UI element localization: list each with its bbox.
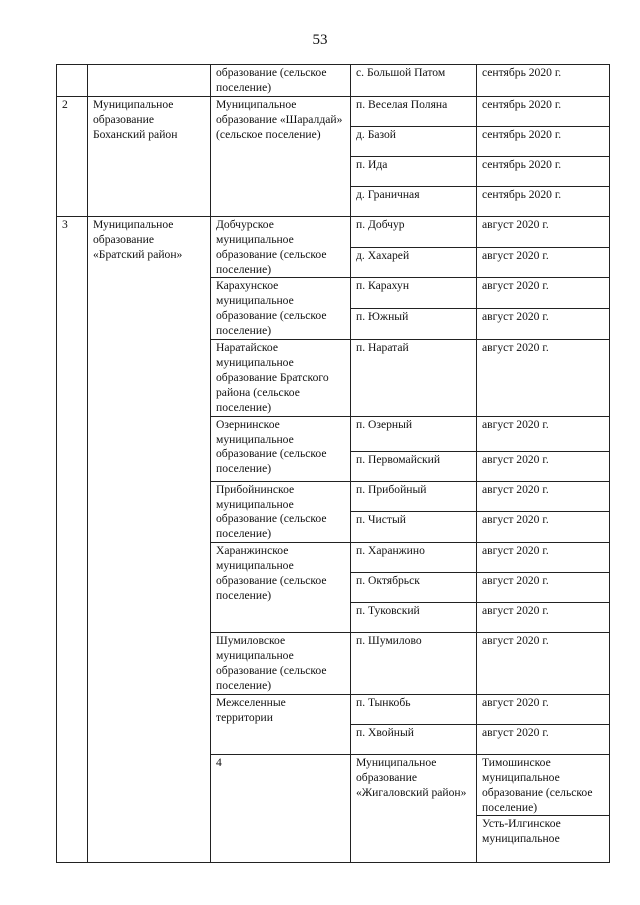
date-cell: август 2020 г. (477, 633, 610, 695)
settlement-cell: д. Граничная (351, 186, 477, 216)
municipality-cell: Межселенные территории (211, 694, 351, 754)
settlement-cell: п. Карахун (351, 278, 477, 309)
settlement-cell: д. Базой (351, 126, 477, 156)
municipality-cell: Муниципальное образование «Шаралдай» (сельское поселение) (211, 96, 351, 216)
date-cell: август 2020 г. (477, 340, 610, 417)
date-cell: август 2020 г. (477, 309, 610, 340)
table-row (57, 216, 610, 247)
settlement-cell: п. Веселая Поляна (351, 96, 477, 126)
date-cell: август 2020 г. (477, 451, 610, 481)
date-cell: сентябрь 2020 г. (477, 126, 610, 156)
date-cell: август 2020 г. (477, 481, 610, 512)
settlement-cell: п. Октябрьск (351, 573, 477, 603)
table-row (57, 65, 610, 97)
page-number: 53 (312, 32, 328, 48)
municipality-cell: Карахунское муниципальное образование (сельское поселение) (211, 278, 351, 340)
settlement-cell: п. Хвойный (351, 724, 477, 754)
municipality-cell: Добчурское муниципальное образование (сельское поселение) (211, 216, 351, 278)
district-cell: Муниципальное образование Боханский район (88, 96, 211, 216)
date-cell: август 2020 г. (477, 603, 610, 633)
settlement-cell: п. Туковский (351, 603, 477, 633)
date-cell: август 2020 г. (477, 694, 610, 724)
date-cell: август 2020 г. (477, 247, 610, 278)
date-cell: август 2020 г. (477, 724, 610, 754)
row-number: 2 (57, 96, 88, 216)
settlement-cell: п. Южный (351, 309, 477, 340)
district-cell (88, 65, 211, 97)
district-cell: Муниципальное образование «Братский район» (88, 216, 211, 862)
settlement-cell: п. Наратай (351, 340, 477, 417)
date-cell: август 2020 г. (477, 573, 610, 603)
settlement-cell: д. Хахарей (351, 247, 477, 278)
district-cell: Муниципальное образование «Жигаловский район» (351, 754, 477, 862)
date-cell: сентябрь 2020 г. (477, 96, 610, 126)
settlement-cell: п. Добчур (351, 216, 477, 247)
settlement-cell: п. Харанжино (351, 543, 477, 573)
settlements-table (56, 64, 610, 863)
municipality-cell: образование (сельское поселение) (211, 65, 351, 97)
municipality-cell: Прибойнинское муниципальное образование (сельское поселение) (211, 481, 351, 543)
municipality-cell: Озернинское муниципальное образование (сельское поселение) (211, 416, 351, 481)
date-cell: август 2020 г. (477, 543, 610, 573)
date-cell: сентябрь 2020 г. (477, 156, 610, 186)
settlement-cell: п. Тынкобь (351, 694, 477, 724)
date-cell: сентябрь 2020 г. (477, 186, 610, 216)
municipality-cell: Усть-Илгинское муниципальное (477, 816, 610, 863)
settlement-cell: с. Большой Патом (351, 65, 477, 97)
settlement-cell: п. Озерный (351, 416, 477, 451)
municipality-cell: Харанжинское муниципальное образование (сельское поселение) (211, 543, 351, 633)
row-number (57, 65, 88, 97)
date-cell: сентябрь 2020 г. (477, 65, 610, 97)
row-number: 4 (211, 754, 351, 862)
date-cell: август 2020 г. (477, 216, 610, 247)
settlement-cell: п. Чистый (351, 512, 477, 543)
date-cell: август 2020 г. (477, 416, 610, 451)
municipality-cell: Тимошинское муниципальное образование (сельское поселение) (477, 754, 610, 816)
settlement-cell: п. Первомайский (351, 451, 477, 481)
settlement-cell: п. Ида (351, 156, 477, 186)
date-cell: август 2020 г. (477, 512, 610, 543)
date-cell: август 2020 г. (477, 278, 610, 309)
municipality-cell: Наратайское муниципальное образование Братского района (сельское поселение) (211, 340, 351, 417)
row-number: 3 (57, 216, 88, 862)
settlement-cell: п. Прибойный (351, 481, 477, 512)
settlement-cell: п. Шумилово (351, 633, 477, 695)
table-row (57, 96, 610, 126)
municipality-cell: Шумиловское муниципальное образование (сельское поселение) (211, 633, 351, 695)
